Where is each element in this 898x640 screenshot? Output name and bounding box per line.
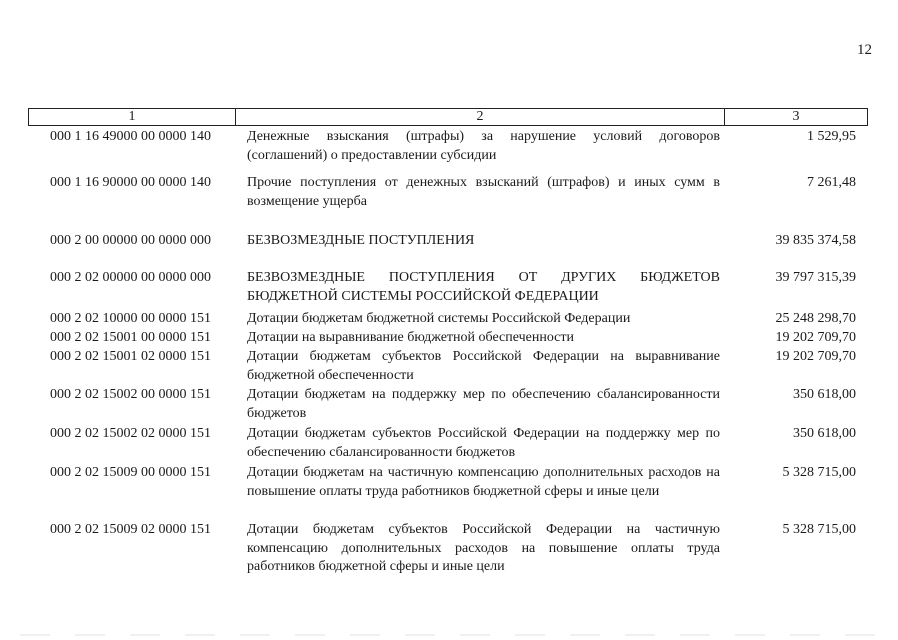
amount: 350 618,00 (793, 426, 856, 441)
budget-code: 000 2 02 15001 00 0000 151 (50, 330, 211, 345)
revenue-name: Дотации бюджетам субъектов Российской Федерации на частичную компенсацию дополнительных расходов на повышение оплаты труда работников бюджетной сферы и иные цели (247, 522, 720, 574)
budget-code: 000 2 02 15001 02 0000 151 (50, 349, 211, 364)
budget-code: 000 2 02 15009 02 0000 151 (50, 522, 211, 537)
budget-code: 000 2 02 15002 02 0000 151 (50, 426, 211, 441)
revenue-name: Прочие поступления от денежных взысканий (штрафов) и иных сумм в возмещение ущерба (247, 175, 720, 209)
amount: 7 261,48 (807, 175, 856, 190)
budget-code: 000 2 00 00000 00 0000 000 (50, 233, 211, 248)
amount: 19 202 709,70 (775, 330, 856, 345)
revenue-name: БЕЗВОЗМЕЗДНЫЕ ПОСТУПЛЕНИЯ ОТ ДРУГИХ БЮДЖЕТОВ БЮДЖЕТНОЙ СИСТЕМЫ РОССИЙСКОЙ ФЕДЕРАЦИИ (247, 270, 720, 304)
amount: 5 328 715,00 (782, 465, 856, 480)
amount: 39 835 374,58 (775, 233, 856, 248)
budget-code: 000 2 02 15002 00 0000 151 (50, 387, 211, 402)
budget-code: 000 1 16 90000 00 0000 140 (50, 175, 211, 190)
header-col-1: 1 (29, 109, 236, 125)
header-col-3: 3 (792, 109, 800, 124)
page-number: 12 (857, 42, 872, 58)
amount: 5 328 715,00 (782, 522, 856, 537)
header-col-2: 2 (236, 109, 725, 125)
amount: 350 618,00 (793, 387, 856, 402)
revenue-name: Дотации бюджетам на частичную компенсацию дополнительных расходов на повышение оплаты труда работников бюджетной сферы и иные цели (247, 465, 720, 499)
revenue-name: Дотации бюджетам бюджетной системы Российской Федерации (247, 311, 631, 326)
revenue-name: Дотации бюджетам субъектов Российской Федерации на выравнивание бюджетной обеспеченности (247, 349, 720, 383)
amount: 19 202 709,70 (775, 349, 856, 364)
amount: 25 248 298,70 (775, 311, 856, 326)
budget-code: 000 1 16 49000 00 0000 140 (50, 129, 211, 144)
revenue-name: БЕЗВОЗМЕЗДНЫЕ ПОСТУПЛЕНИЯ (247, 233, 475, 248)
revenue-name: Дотации на выравнивание бюджетной обеспеченности (247, 330, 574, 345)
table-header (28, 108, 868, 126)
amount: 39 797 315,39 (775, 270, 856, 285)
amount: 1 529,95 (807, 129, 856, 144)
scan-artifact (20, 634, 878, 636)
revenue-name: Дотации бюджетам на поддержку мер по обеспечению сбалансированности бюджетов (247, 387, 720, 421)
budget-code: 000 2 02 10000 00 0000 151 (50, 311, 211, 326)
budget-code: 000 2 02 15009 00 0000 151 (50, 465, 211, 480)
revenue-name: Денежные взыскания (штрафы) за нарушение условий договоров (соглашений) о предоставлении субсидии (247, 129, 720, 163)
budget-code: 000 2 02 00000 00 0000 000 (50, 270, 211, 285)
revenue-name: Дотации бюджетам субъектов Российской Федерации на поддержку мер по обеспечению сбалансированности бюджетов (247, 426, 720, 460)
